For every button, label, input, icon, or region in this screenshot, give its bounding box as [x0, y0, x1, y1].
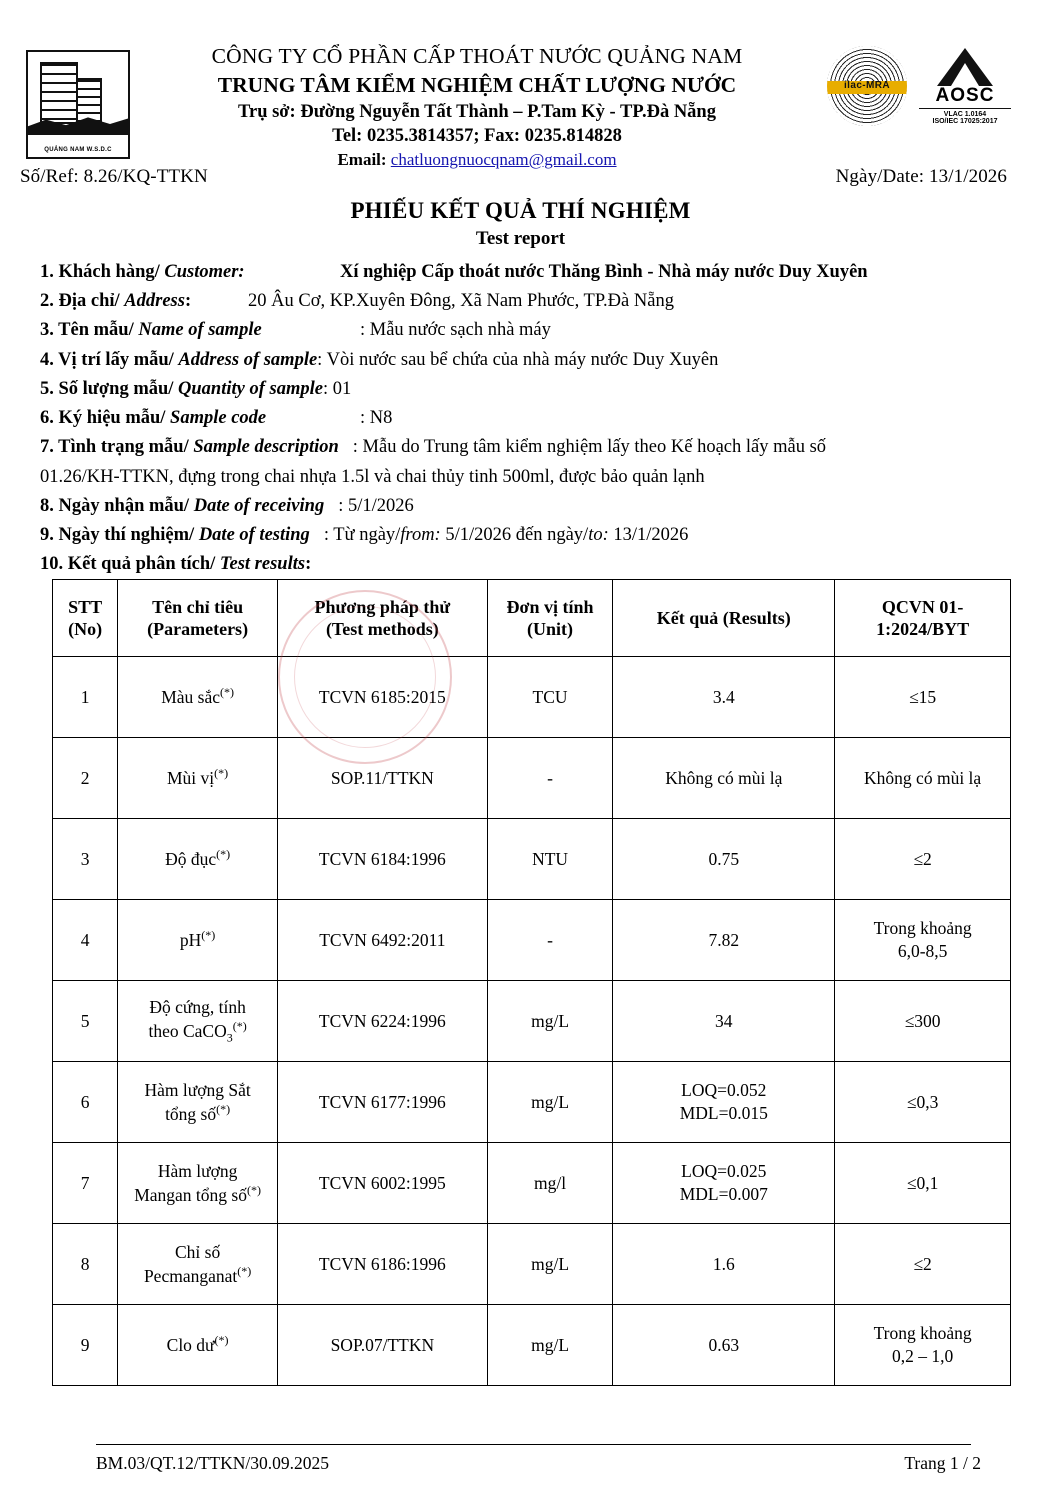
cell-unit: mg/L — [487, 1224, 613, 1305]
document-footer — [0, 1444, 1041, 1474]
cell-qcvn: ≤2 — [835, 1224, 1011, 1305]
cell-method: TCVN 6002:1995 — [277, 1143, 487, 1224]
customer-value: Xí nghiệp Cấp thoát nước Thăng Bình - Nhà máy nước Duy Xuyên — [340, 262, 868, 282]
testing-value-prefix: : Từ ngày/ — [323, 524, 401, 545]
header-qcvn-l1: QCVN 01- — [881, 596, 964, 617]
cell-no: 5 — [53, 981, 118, 1062]
results-label: 10. Kết quả phân tích/ — [40, 554, 220, 575]
address-value: 20 Âu Cơ, KP.Xuyên Đông, Xã Nam Phước, TP.Đà Nẵng — [248, 291, 674, 312]
table-row — [53, 900, 1011, 981]
header-methods-l1: Phương pháp thử — [314, 596, 451, 617]
cell-qcvn-l1: Trong khoảng — [873, 918, 972, 939]
cell-result — [613, 1062, 835, 1143]
results-label-en: Test results — [219, 554, 306, 575]
table-row — [53, 981, 1011, 1062]
testing-from-value: 5/1/2026 đến ngày/ — [440, 524, 589, 545]
cell-result: 3.4 — [613, 657, 835, 738]
sample-name-label-en: Name of sample — [138, 320, 262, 341]
results-table-wrapper — [0, 579, 1041, 1386]
sample-description-label-en: Sample description — [193, 437, 339, 458]
quantity-value: : 01 — [322, 378, 352, 399]
cell-parameter-l2: theo CaCO$_3$ — [148, 1020, 233, 1045]
testing-to-value: 13/1/2026 — [608, 524, 689, 545]
cell-method: SOP.07/TTKN — [277, 1305, 487, 1386]
table-row — [53, 657, 1011, 738]
report-date: Ngày/Date: 13/1/2026 — [835, 166, 1007, 187]
sample-code-label-en: Sample code — [170, 408, 267, 429]
results-table-body — [53, 657, 1011, 1386]
cell-result-l1: LOQ=0.052 — [681, 1080, 767, 1101]
cell-parameter-l2-wrap — [122, 1264, 273, 1288]
cell-parameter — [118, 657, 278, 738]
sample-code-value: : N8 — [360, 408, 393, 429]
cell-qcvn-l1: Trong khoảng — [873, 1323, 972, 1344]
cell-result: 7.82 — [613, 900, 835, 981]
info-row-sample-description — [40, 433, 1015, 462]
header-text-block — [138, 40, 816, 172]
cell-parameter-l2: Pecmanganat — [143, 1265, 238, 1286]
sample-name-label: 3. Tên mẫu/ — [40, 320, 139, 341]
results-colon: : — [305, 554, 312, 575]
cell-result-l2: MDL=0.007 — [679, 1184, 768, 1205]
aosc-logo — [919, 46, 1011, 125]
aosc-vlac-code: VLAC 1.0164 — [919, 108, 1011, 118]
cell-parameter-star: (*) — [246, 1182, 261, 1197]
cell-unit: mg/l — [487, 1143, 613, 1224]
company-phone: Tel: 0235.3814357; Fax: 0235.814828 — [332, 126, 622, 147]
cell-parameter-star: (*) — [214, 766, 229, 781]
accreditation-marks — [816, 40, 1011, 126]
sample-address-value: : Vòi nước sau bể chứa của nhà máy nước Duy Xuyên — [317, 349, 719, 370]
cell-unit: - — [487, 738, 613, 819]
cell-parameter-star: (*) — [216, 1101, 231, 1116]
info-row-sample-name — [40, 316, 1015, 345]
cell-qcvn: ≤0,3 — [835, 1062, 1011, 1143]
testing-label-en: Date of testing — [198, 524, 310, 545]
info-row-testing — [40, 521, 1015, 550]
cell-parameter-l1: Độ đục — [165, 849, 217, 870]
cell-method: SOP.11/TTKN — [277, 738, 487, 819]
cell-result: 1.6 — [613, 1224, 835, 1305]
cell-method: TCVN 6224:1996 — [277, 981, 487, 1062]
cell-no: 6 — [53, 1062, 118, 1143]
cell-parameter-l2-wrap — [122, 1102, 273, 1126]
cell-parameter — [118, 1305, 278, 1386]
sample-address-label: 4. Vị trí lấy mẫu/ — [40, 349, 179, 370]
sample-code-label: 6. Ký hiệu mẫu/ — [40, 408, 171, 429]
cell-no: 8 — [53, 1224, 118, 1305]
results-heading — [0, 550, 1041, 579]
receiving-value: : 5/1/2026 — [338, 495, 414, 516]
cell-unit: mg/L — [487, 1305, 613, 1386]
cell-parameter-l2-wrap — [122, 1019, 273, 1046]
info-row-receiving — [40, 492, 1015, 521]
header-parameters-l2: (Parameters) — [147, 619, 249, 640]
cell-method: TCVN 6184:1996 — [277, 819, 487, 900]
results-table-head — [53, 580, 1011, 657]
aosc-iso-code: ISO/IEC 17025:2017 — [932, 118, 998, 125]
company-email-line — [138, 149, 816, 172]
info-row-quantity — [40, 375, 1015, 404]
header-no-l1: STT — [68, 596, 103, 617]
header-methods — [277, 580, 487, 657]
cell-unit: - — [487, 900, 613, 981]
footer-page-number: Trang 1 / 2 — [904, 1453, 981, 1473]
email-link[interactable]: chatluongnuocqnam@gmail.com — [390, 150, 617, 170]
cell-parameter-l1: pH — [179, 930, 202, 951]
cell-parameter-l1: Độ cứng, tính — [149, 997, 246, 1018]
cell-parameter — [118, 1224, 278, 1305]
cell-parameter — [118, 738, 278, 819]
sample-description-value-2: 01.26/KH-TTKN, đựng trong chai nhựa 1.5l và chai thủy tinh 500ml, được bảo quản lạnh — [40, 466, 705, 487]
building-secondary-icon — [76, 78, 102, 124]
cell-result-l2: MDL=0.015 — [679, 1103, 768, 1124]
cell-parameter-l1: Hàm lượng Sắt — [144, 1080, 251, 1101]
testing-to-label: to: — [588, 524, 609, 545]
sample-address-label-en: Address of sample — [178, 349, 318, 370]
address-colon: : — [184, 291, 192, 312]
page-title: PHIẾU KẾT QUẢ THÍ NGHIỆM — [350, 198, 691, 223]
footer-divider — [96, 1444, 971, 1445]
header-results — [613, 580, 835, 657]
center-name: TRUNG TÂM KIỂM NGHIỆM CHẤT LƯỢNG NƯỚC — [217, 72, 737, 97]
table-row — [53, 738, 1011, 819]
cell-parameter-star: (*) — [232, 1019, 247, 1034]
cell-parameter-l1: Hàm lượng — [157, 1161, 238, 1182]
testing-from-label: from: — [400, 524, 441, 545]
receiving-label-en: Date of receiving — [193, 495, 325, 516]
customer-label: 1. Khách hàng/ — [40, 262, 165, 282]
cell-result: 0.63 — [613, 1305, 835, 1386]
header-unit-l1: Đơn vị tính — [506, 596, 594, 617]
cell-qcvn: ≤2 — [835, 819, 1011, 900]
results-table — [52, 579, 1011, 1386]
cell-result: 34 — [613, 981, 835, 1062]
table-row — [53, 1224, 1011, 1305]
ilac-mra-icon — [827, 46, 907, 126]
company-address: Trụ sở: Đường Nguyễn Tất Thành – P.Tam Kỳ - TP.Đà Nẵng — [238, 101, 716, 122]
cell-result: 0.75 — [613, 819, 835, 900]
cell-parameter-l1: Clo dư — [166, 1335, 215, 1356]
table-row — [53, 1305, 1011, 1386]
header-methods-l2: (Test methods) — [325, 619, 439, 640]
cell-parameter-star: (*) — [214, 1333, 229, 1348]
cell-method: TCVN 6492:2011 — [277, 900, 487, 981]
header-parameters-l1: Tên chỉ tiêu — [152, 596, 244, 617]
table-header-row — [53, 580, 1011, 657]
table-row — [53, 1062, 1011, 1143]
logo-frame — [26, 50, 130, 159]
info-row-address — [40, 287, 1015, 316]
cell-no: 1 — [53, 657, 118, 738]
email-label: Email: — [337, 150, 391, 170]
logo-caption: QUẢNG NAM W.S.D.C — [44, 147, 112, 154]
cell-parameter-l1: Màu sắc — [161, 687, 220, 708]
cell-unit: NTU — [487, 819, 613, 900]
aosc-mark-icon — [919, 46, 1011, 88]
aosc-name: AOSC — [935, 85, 995, 106]
info-row-sample-code — [40, 404, 1015, 433]
header-unit — [487, 580, 613, 657]
cell-parameter — [118, 819, 278, 900]
cell-no: 7 — [53, 1143, 118, 1224]
cell-qcvn: ≤0,1 — [835, 1143, 1011, 1224]
receiving-label: 8. Ngày nhận mẫu/ — [40, 495, 194, 516]
header-no-l2: (No) — [68, 619, 103, 640]
sample-description-label: 7. Tình trạng mẫu/ — [40, 437, 194, 458]
cell-parameter-l1: Mùi vị — [167, 768, 215, 789]
table-row — [53, 819, 1011, 900]
building-icon — [40, 62, 78, 124]
cell-no: 4 — [53, 900, 118, 981]
report-info-block — [0, 250, 1041, 550]
header-no — [53, 580, 118, 657]
cell-unit: TCU — [487, 657, 613, 738]
cell-qcvn-l2: 6,0-8,5 — [897, 941, 948, 962]
quantity-label-en: Quantity of sample — [178, 378, 323, 399]
report-ref-number: Số/Ref: 8.26/KQ-TTKN — [20, 166, 208, 187]
cell-qcvn: ≤15 — [835, 657, 1011, 738]
cell-parameter-star: (*) — [201, 928, 216, 943]
cell-method: TCVN 6185:2015 — [277, 657, 487, 738]
address-label-en: Address — [124, 291, 185, 312]
header-qcvn — [835, 580, 1011, 657]
cell-parameter-l2: tổng số — [165, 1103, 217, 1124]
cell-qcvn — [835, 1305, 1011, 1386]
cell-qcvn: Không có mùi lạ — [835, 738, 1011, 819]
cell-result — [613, 1143, 835, 1224]
cell-unit: mg/L — [487, 981, 613, 1062]
cell-parameter — [118, 1062, 278, 1143]
header-parameters — [118, 580, 278, 657]
header-unit-l2: (Unit) — [527, 619, 574, 640]
cell-parameter-star: (*) — [216, 847, 231, 862]
cell-parameter-l2: Mangan tổng số — [134, 1184, 247, 1205]
testing-label: 9. Ngày thí nghiệm/ — [40, 524, 199, 545]
cell-parameter — [118, 1143, 278, 1224]
cell-method: TCVN 6186:1996 — [277, 1224, 487, 1305]
info-row-sample-address — [40, 346, 1015, 375]
cell-result: Không có mùi lạ — [613, 738, 835, 819]
company-name: CÔNG TY CỔ PHẦN CẤP THOÁT NƯỚC QUẢNG NAM — [211, 44, 743, 68]
cell-parameter — [118, 900, 278, 981]
cell-qcvn — [835, 900, 1011, 981]
footer-form-code: BM.03/QT.12/TTKN/30.09.2025 — [96, 1453, 330, 1473]
customer-label-en: Customer: — [164, 262, 245, 282]
info-row-sample-description-cont — [40, 463, 1015, 492]
cell-qcvn: ≤300 — [835, 981, 1011, 1062]
cell-method: TCVN 6177:1996 — [277, 1062, 487, 1143]
company-logo — [18, 40, 138, 159]
ilac-label: ilac-MRA — [844, 80, 890, 92]
footer-row — [96, 1453, 981, 1474]
page-subtitle: Test report — [475, 228, 566, 249]
header-qcvn-l2: 1:2024/BYT — [876, 619, 970, 640]
cell-parameter-l1: Chỉ số — [174, 1242, 221, 1263]
header-results-l1: Kết quả (Results) — [656, 607, 791, 628]
cell-qcvn-l2: 0,2 – 1,0 — [891, 1346, 954, 1367]
cell-parameter-star: (*) — [220, 685, 234, 700]
cell-no: 2 — [53, 738, 118, 819]
sample-name-value: : Mẫu nước sạch nhà máy — [360, 320, 551, 341]
document-header — [0, 0, 1041, 170]
cell-parameter-star: (*) — [237, 1263, 252, 1278]
cell-no: 3 — [53, 819, 118, 900]
cell-result-l1: LOQ=0.025 — [681, 1161, 767, 1182]
cell-parameter — [118, 981, 278, 1062]
quantity-label: 5. Số lượng mẫu/ — [40, 378, 179, 399]
cell-unit: mg/L — [487, 1062, 613, 1143]
cell-no: 9 — [53, 1305, 118, 1386]
address-label: 2. Địa chỉ/ — [40, 291, 125, 312]
cell-parameter-l2-wrap — [122, 1183, 273, 1207]
info-row-customer — [40, 258, 1015, 287]
table-row — [53, 1143, 1011, 1224]
sample-description-value: : Mẫu do Trung tâm kiểm nghiệm lấy theo Kế hoạch lấy mẫu số — [352, 437, 827, 458]
